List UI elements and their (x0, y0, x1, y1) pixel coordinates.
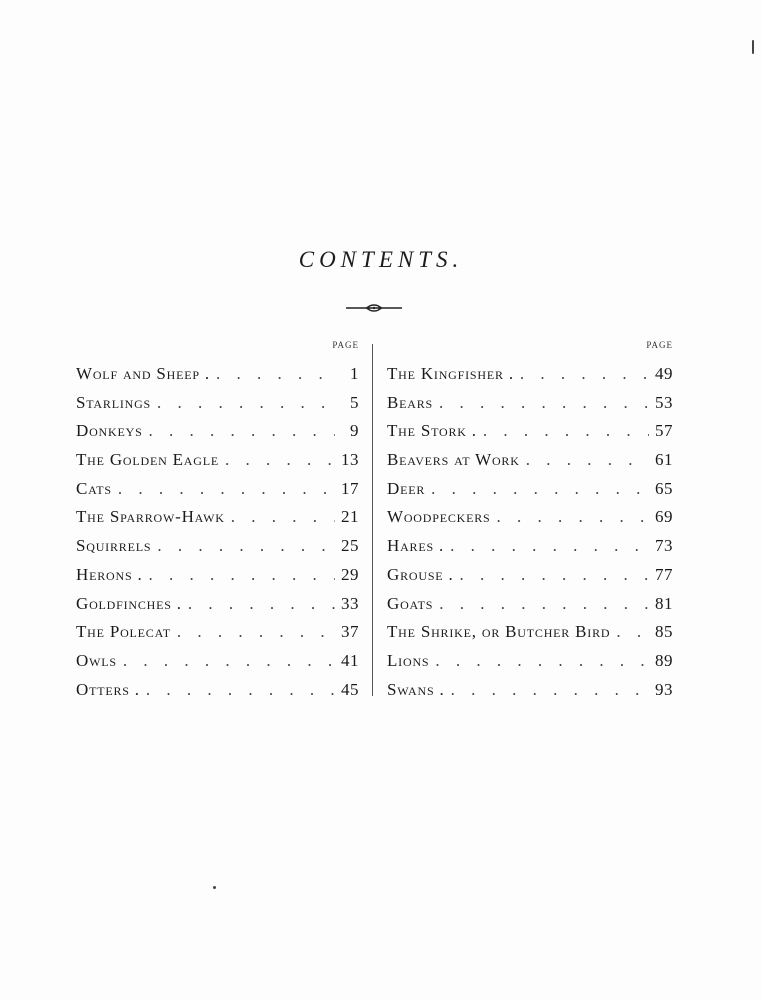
toc-entry (76, 417, 359, 446)
dot-leader (151, 532, 335, 561)
toc-entry (387, 561, 673, 590)
dot-leader (491, 503, 649, 532)
toc-entry (387, 503, 673, 532)
dot-leader (477, 417, 649, 446)
entry-title: Hares . (387, 536, 445, 556)
entry-page: 13 (341, 450, 359, 470)
dot-leader (433, 590, 649, 619)
dot-leader (429, 647, 649, 676)
entry-page: 29 (341, 564, 359, 584)
toc-entry (76, 590, 359, 619)
entry-page: 65 (655, 478, 673, 498)
toc-entry (76, 446, 359, 475)
toc-entry (387, 475, 673, 504)
entry-title: The Shrike, or Butcher Bird (387, 622, 611, 642)
dot-leader (514, 360, 649, 389)
entry-title: Herons . (76, 564, 143, 584)
entry-title: Goldfinches . (76, 593, 182, 613)
dot-leader (151, 389, 335, 418)
dot-leader (454, 561, 649, 590)
entry-page: 5 (350, 392, 359, 412)
toc-entry (387, 676, 673, 705)
entry-title: Otters . (76, 679, 140, 699)
entry-page: 21 (341, 507, 359, 527)
page-column-header: PAGE (646, 340, 673, 350)
entry-title: The Polecat (76, 622, 171, 642)
entry-title: Squirrels (76, 536, 152, 556)
toc-entry (387, 647, 673, 676)
entry-page: 41 (341, 650, 359, 670)
contents-heading: CONTENTS. (298, 247, 464, 272)
entry-title: Donkeys (76, 421, 143, 441)
toc-entry (76, 618, 359, 647)
entry-title: Cats (76, 478, 112, 498)
entry-title: Grouse . (387, 564, 454, 584)
dot-leader (520, 446, 649, 475)
entry-page: 33 (341, 593, 359, 613)
toc-entry (387, 360, 673, 389)
dot-leader (171, 618, 335, 647)
toc-entry (387, 389, 673, 418)
entry-title: Lions (387, 650, 430, 670)
dot-leader (143, 561, 335, 590)
paper-speck (213, 886, 216, 889)
dot-leader (143, 417, 335, 446)
entry-page: 73 (655, 536, 673, 556)
entry-page: 61 (655, 450, 673, 470)
entry-title: Deer (387, 478, 426, 498)
dot-leader (219, 446, 335, 475)
toc-entry (76, 532, 359, 561)
column-divider-rule (372, 344, 373, 696)
ornament-divider-icon (346, 300, 402, 316)
entry-title: Swans . (387, 679, 445, 699)
entry-title: Wolf and Sheep . (76, 364, 210, 383)
toc-entry (76, 389, 359, 418)
dot-leader (182, 590, 335, 619)
toc-entry (76, 360, 359, 389)
toc-entry (387, 618, 673, 647)
dot-leader (433, 389, 649, 418)
entry-title: Owls (76, 650, 117, 670)
entry-page: 1 (350, 364, 359, 383)
right-entry-list (387, 360, 673, 704)
left-entry-list (76, 360, 359, 704)
toc-entry (387, 417, 673, 446)
entry-title: The Golden Eagle (76, 450, 219, 470)
dot-leader (140, 676, 335, 705)
entry-page: 85 (655, 622, 673, 642)
toc-entry (387, 590, 673, 619)
entry-title: Bears (387, 392, 434, 412)
entry-page: 45 (341, 679, 359, 699)
entry-page: 17 (341, 478, 359, 498)
toc-entry (76, 676, 359, 705)
dot-leader (610, 618, 649, 647)
entry-page: 25 (341, 536, 359, 556)
paper-speck (752, 40, 754, 54)
dot-leader (117, 647, 335, 676)
dot-leader (225, 503, 335, 532)
entry-page: 9 (350, 421, 359, 441)
entry-page: 89 (655, 650, 673, 670)
page-column-header: PAGE (332, 340, 359, 350)
entry-title: The Sparrow-Hawk (76, 507, 225, 527)
entry-page: 69 (655, 507, 673, 527)
toc-entry (76, 647, 359, 676)
toc-entry (76, 503, 359, 532)
entry-page: 81 (655, 593, 673, 613)
entry-page: 53 (655, 392, 673, 412)
dot-leader (425, 475, 649, 504)
entry-page: 77 (655, 564, 673, 584)
entry-title: The Kingfisher . (387, 364, 514, 383)
toc-entry (387, 532, 673, 561)
toc-entry (76, 475, 359, 504)
entry-page: 57 (655, 421, 673, 441)
entry-title: Starlings (76, 392, 152, 412)
entry-title: Beavers at Work (387, 450, 520, 470)
toc-entry (76, 561, 359, 590)
entry-page: 49 (655, 364, 673, 383)
dot-leader (444, 532, 649, 561)
toc-entry (387, 446, 673, 475)
entry-title: The Stork . (387, 421, 477, 441)
dot-leader (112, 475, 335, 504)
entry-page: 37 (341, 622, 359, 642)
dot-leader (210, 360, 335, 389)
entry-title: Goats (387, 593, 434, 613)
entry-title: Woodpeckers (387, 507, 491, 527)
entry-page: 93 (655, 679, 673, 699)
dot-leader (445, 676, 649, 705)
